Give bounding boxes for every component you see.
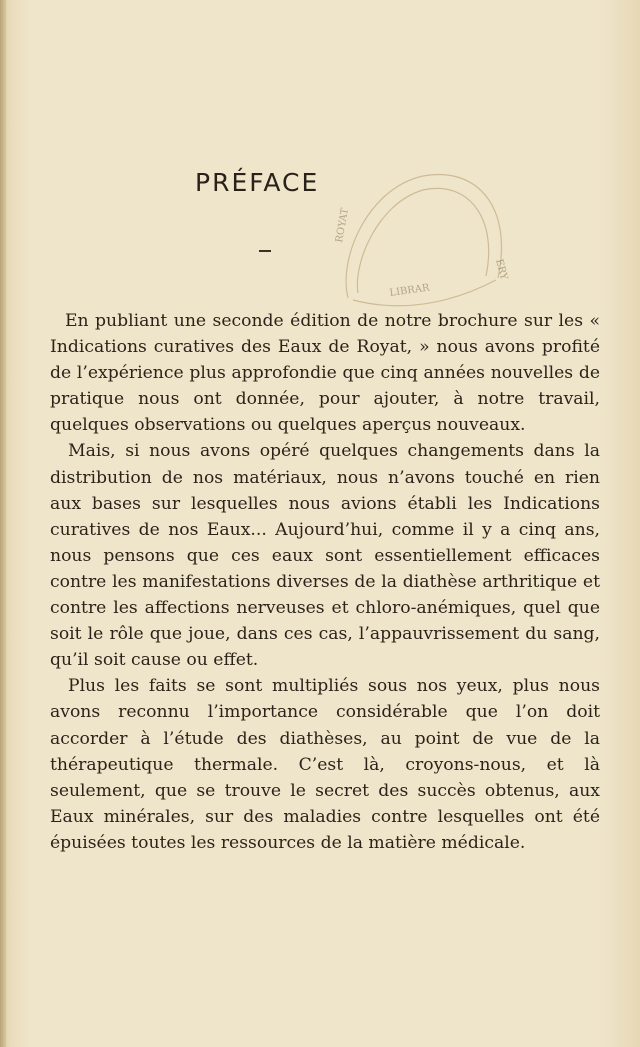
paragraph-2: Mais, si nous avons opéré quelques changements dans la distribution de nos matériaux, nous n’avons touché en rien aux bases sur lesquelles nous avions établi les Indications curatives de nos Eaux... Aujourd’hui, comme il y a cinq ans, nous pensons que ces eaux sont essentiellement efficaces contre les manifestations diverses de la diathèse arthritique et contre les affections nerveuses et chloro-anémiques, quel que soit le rôle que joue, dans ces cas, l’appauvrissement du sang, qu’il soit cause ou effet. [50,441,600,671]
stamp-text-right: ERY [493,257,510,282]
library-stamp [328,168,518,308]
paragraph-1: En publiant une seconde édition de notre brochure sur les « Indications curatives des Eaux de Royat, » nous avons profité de l’expérience plus approfondie que cinq années nouvelles de pratique nous ont donnée, pour ajouter, à notre travail, quelques observations ou quelques aperçus nouveaux. [50,311,600,436]
page-binding-edge [0,0,6,1047]
title-divider-dash [259,250,271,252]
stamp-text-left: ROYAT [334,207,352,244]
stamp-text-bottom: LIBRAR [388,282,431,299]
preface-body [50,308,600,856]
paragraph-3: Plus les faits se sont multipliés sous nos yeux, plus nous avons reconnu l’importance considérable que l’on doit accorder à l’étude des diathèses, au point de vue de la thérapeutique thermale. C’est là, croyons-nous, et là seulement, que se trouve le secret des succès obtenus, aux Eaux minérales, sur des maladies contre lesquelles ont été épuisées toutes les ressources de la matière médicale. [50,676,600,853]
page-title: PRÉFACE [195,168,320,197]
